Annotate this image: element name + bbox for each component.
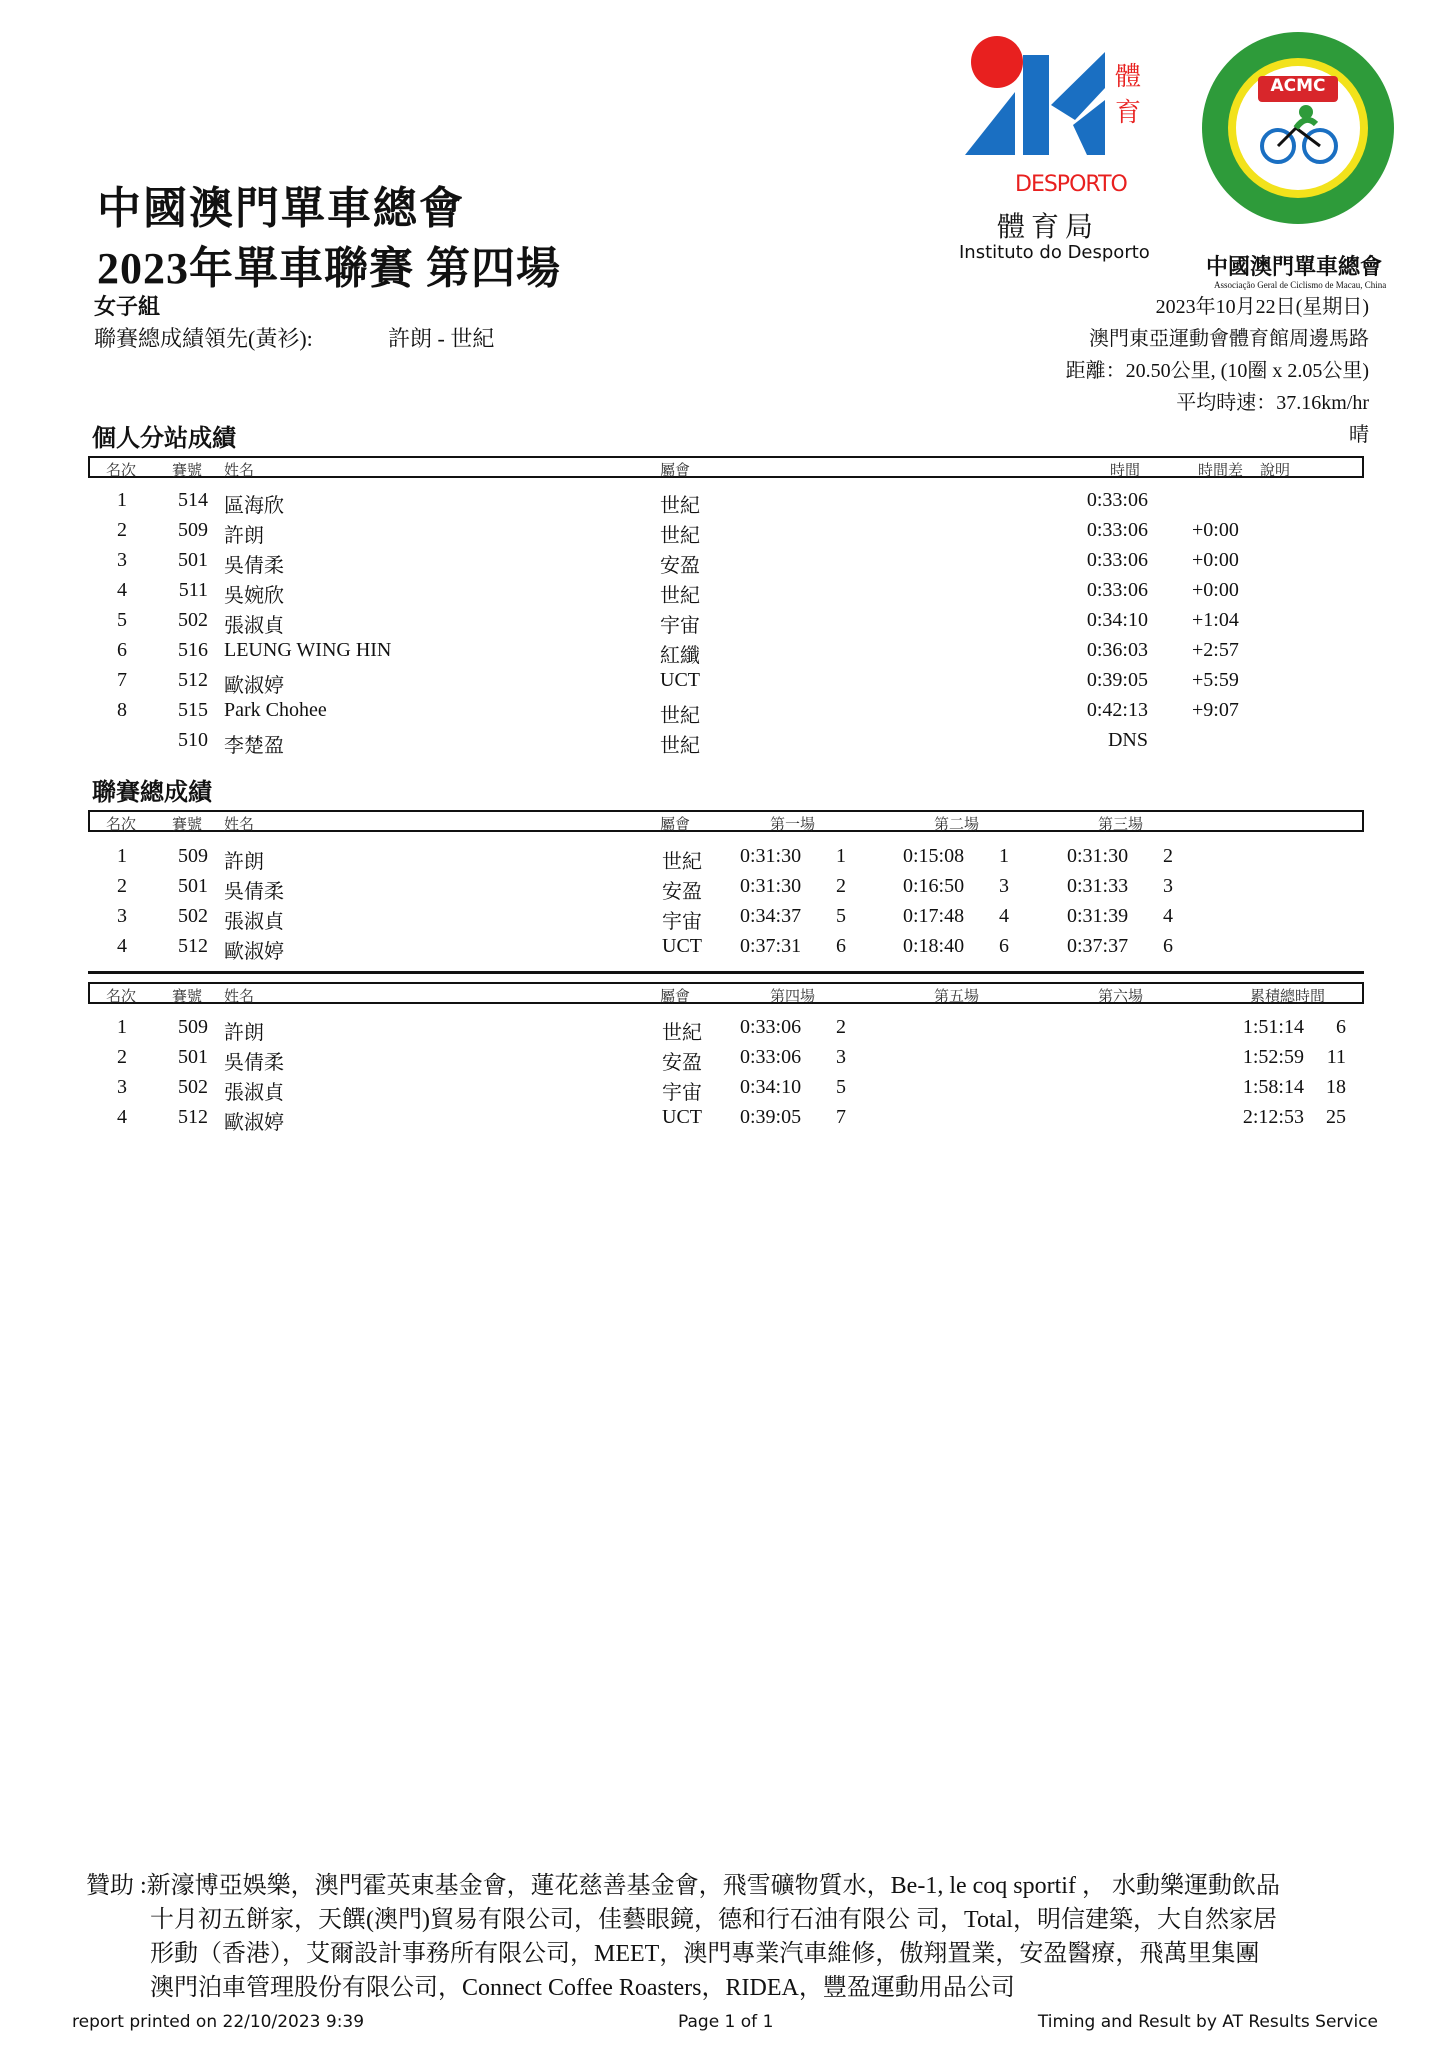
rank-cell: 4: [117, 935, 127, 957]
bib-cell: 502: [178, 1076, 208, 1098]
desporto-side-text-2: 育: [1115, 98, 1142, 127]
bib-cell: 511: [178, 579, 208, 601]
stage-2-time-cell: 0:17:48: [903, 905, 965, 927]
stage-3-place-cell: 4: [1163, 905, 1173, 927]
time-cell: 0:33:06: [1086, 519, 1148, 541]
total-points-cell: 25: [1326, 1106, 1346, 1128]
table-row: [0, 549, 1448, 579]
stage-3-time-cell: 0:31:33: [1067, 875, 1129, 897]
bib-cell: 514: [178, 489, 208, 511]
bib-cell: 510: [178, 729, 208, 751]
time-cell: 0:36:03: [1086, 639, 1148, 661]
time-cell: 0:39:05: [1086, 669, 1148, 691]
team-cell: UCT: [660, 669, 700, 691]
desporto-portuguese-name: Instituto do Desporto: [959, 242, 1150, 263]
total-time-cell: 1:52:59: [1242, 1046, 1304, 1068]
bib-cell: 501: [178, 549, 208, 571]
organization-title: 中國澳門單車總會: [97, 184, 465, 233]
bib-cell: 501: [178, 875, 208, 897]
team-cell: UCT: [662, 935, 702, 957]
header-total-time: 累積總時間: [1250, 989, 1326, 1005]
time-cell: 0:33:06: [1086, 579, 1148, 601]
sponsor-line-3: 形動（香港），艾爾設計事務所有限公司，MEET，澳門專業汽車維修，傲翔置業，安盈醫療，飛萬里集團: [150, 1941, 1260, 1967]
stage-1-time-cell: 0:31:30: [740, 875, 802, 897]
total-time-cell: 2:12:53: [1242, 1106, 1304, 1128]
stage-2-time-cell: 0:16:50: [903, 875, 965, 897]
total-time-cell: 1:58:14: [1242, 1076, 1304, 1098]
team-cell: 世紀: [662, 851, 702, 873]
gap-cell: +1:04: [1192, 609, 1239, 631]
acmc-name-portuguese: Associação Geral de Ciclismo de Macau, China: [1214, 280, 1387, 290]
desporto-brand: DESPORTO: [1015, 172, 1127, 197]
header-stage-5: 第五場: [934, 989, 980, 1005]
gap-cell: +0:00: [1192, 519, 1239, 541]
stage-4-time-cell: 0:39:05: [740, 1106, 802, 1128]
stage-2-time-cell: 0:15:08: [903, 845, 965, 867]
header-rank: 名次: [106, 989, 137, 1005]
header-stage-6: 第六場: [1098, 989, 1144, 1005]
stage-3-place-cell: 2: [1163, 845, 1173, 867]
header-stage-3: 第三場: [1098, 817, 1144, 833]
team-cell: 宇宙: [662, 911, 702, 933]
time-cell: 0:33:06: [1086, 549, 1148, 571]
team-cell: 安盈: [662, 881, 702, 903]
stage-2-place-cell: 4: [999, 905, 1009, 927]
desporto-side-text-1: 體: [1115, 62, 1142, 91]
bib-cell: 509: [178, 519, 208, 541]
name-cell: 吳倩柔: [224, 1052, 284, 1074]
gap-cell: +9:07: [1192, 699, 1239, 721]
header-note: 說明: [1260, 463, 1291, 479]
desporto-logo: [955, 30, 1165, 270]
name-cell: 許朗: [224, 525, 264, 547]
stage-4-place-cell: 7: [836, 1106, 846, 1128]
team-cell: 宇宙: [662, 1082, 702, 1104]
team-cell: 安盈: [660, 555, 700, 577]
stage-results-title: 個人分站成績: [92, 426, 236, 452]
bib-cell: 502: [178, 905, 208, 927]
table-row: [0, 729, 1448, 759]
header-stage-1: 第一場: [770, 817, 816, 833]
acmc-logo: [1198, 28, 1408, 290]
overall-header-b: [88, 982, 1364, 1004]
gap-cell: +2:57: [1192, 639, 1239, 661]
team-cell: 紅纖: [660, 645, 700, 667]
name-cell: Park Chohee: [224, 699, 327, 721]
header-gap: 時間差: [1198, 463, 1244, 479]
stage-4-time-cell: 0:34:10: [740, 1076, 802, 1098]
name-cell: 張淑貞: [224, 911, 284, 933]
bib-cell: 509: [178, 845, 208, 867]
header-rank: 名次: [106, 463, 137, 479]
bib-cell: 515: [178, 699, 208, 721]
name-cell: 吳倩柔: [224, 555, 284, 577]
name-cell: 李楚盈: [224, 735, 284, 757]
stage-4-place-cell: 5: [836, 1076, 846, 1098]
rank-cell: 5: [117, 609, 127, 631]
team-cell: 宇宙: [660, 615, 700, 637]
bib-cell: 501: [178, 1046, 208, 1068]
rank-cell: 4: [117, 579, 127, 601]
table-row: [0, 905, 1448, 935]
total-points-cell: 11: [1326, 1046, 1346, 1068]
table-row: [0, 1106, 1448, 1136]
stage-4-time-cell: 0:33:06: [740, 1016, 802, 1038]
desporto-chinese-name: 體育局: [997, 212, 1100, 243]
time-cell: 0:34:10: [1086, 609, 1148, 631]
section-divider: [88, 971, 1364, 974]
name-cell: 吳婉欣: [224, 585, 284, 607]
rank-cell: 3: [117, 1076, 127, 1098]
time-cell: 0:33:06: [1086, 489, 1148, 511]
team-cell: 安盈: [662, 1052, 702, 1074]
stage-1-place-cell: 1: [836, 845, 846, 867]
rank-cell: 2: [117, 519, 127, 541]
acmc-name-chinese: 中國澳門單車總會: [1206, 254, 1383, 279]
name-cell: 區海欣: [224, 495, 284, 517]
stage-results-header: [88, 456, 1364, 478]
gap-cell: +0:00: [1192, 579, 1239, 601]
category-label: 女子組: [94, 294, 161, 319]
acmc-badge-text: ACMC: [1270, 76, 1326, 96]
header-rank: 名次: [106, 817, 137, 833]
name-cell: 歐淑婷: [224, 1112, 284, 1134]
header-name: 姓名: [224, 817, 255, 833]
stage-1-place-cell: 6: [836, 935, 846, 957]
table-row: [0, 845, 1448, 875]
name-cell: LEUNG WING HIN: [224, 639, 392, 661]
stage-3-time-cell: 0:31:30: [1067, 845, 1129, 867]
table-row: [0, 1046, 1448, 1076]
footer-timing: Timing and Result by AT Results Service: [1037, 2012, 1378, 2032]
bib-cell: 512: [178, 935, 208, 957]
gap-cell: +5:59: [1192, 669, 1239, 691]
rank-cell: 2: [117, 875, 127, 897]
stage-2-time-cell: 0:18:40: [903, 935, 965, 957]
bib-cell: 512: [178, 1106, 208, 1128]
time-cell: DNS: [1107, 729, 1148, 751]
sponsor-line-2: 十月初五餅家，天饌(澳門)貿易有限公司，佳藝眼鏡，德和行石油有限公 司，Total，明信建築，大自然家居: [150, 1907, 1277, 1933]
team-cell: 世紀: [660, 495, 700, 517]
table-row: [0, 519, 1448, 549]
header-bib: 賽號: [172, 463, 203, 479]
bib-cell: 509: [178, 1016, 208, 1038]
header-stage-4: 第四場: [770, 989, 816, 1005]
table-row: [0, 699, 1448, 729]
team-cell: 世紀: [660, 735, 700, 757]
table-row: [0, 609, 1448, 639]
rank-cell: 1: [117, 1016, 127, 1038]
rank-cell: 4: [117, 1106, 127, 1128]
header-bib: 賽號: [172, 817, 203, 833]
table-row: [0, 875, 1448, 905]
rank-cell: 2: [117, 1046, 127, 1068]
header-time: 時間: [1110, 463, 1141, 479]
gap-cell: +0:00: [1192, 549, 1239, 571]
stage-3-time-cell: 0:31:39: [1067, 905, 1129, 927]
name-cell: 許朗: [224, 851, 264, 873]
rank-cell: 3: [117, 549, 127, 571]
bib-cell: 516: [178, 639, 208, 661]
overall-title: 聯賽總成績: [92, 780, 212, 806]
bib-cell: 512: [178, 669, 208, 691]
overall-header-a: [88, 810, 1364, 832]
name-cell: 許朗: [224, 1022, 264, 1044]
team-cell: 世紀: [662, 1022, 702, 1044]
name-cell: 吳倩柔: [224, 881, 284, 903]
event-title: 2023年單車聯賽 第四場: [97, 244, 561, 293]
header-name: 姓名: [224, 989, 255, 1005]
rank-cell: 7: [117, 669, 127, 691]
footer-page: Page 1 of 1: [678, 2012, 774, 2032]
total-points-cell: 6: [1336, 1016, 1346, 1038]
time-cell: 0:42:13: [1086, 699, 1148, 721]
stage-1-place-cell: 5: [836, 905, 846, 927]
team-cell: 世紀: [660, 525, 700, 547]
bib-cell: 502: [178, 609, 208, 631]
stage-3-place-cell: 3: [1163, 875, 1173, 897]
table-row: [0, 1076, 1448, 1106]
sponsor-line-1: 贊助 :新濠博亞娛樂，澳門霍英東基金會，蓮花慈善基金會，飛雪礦物質水，Be-1, le coq sportif ， 水動樂運動飲品: [86, 1873, 1280, 1899]
table-row: [0, 489, 1448, 519]
race-venue: 澳門東亞運動會體育館周邊馬路: [1089, 328, 1369, 350]
race-avg-speed: 平均時速：37.16km/hr: [1176, 392, 1369, 414]
header-team: 屬會: [660, 817, 691, 833]
rank-cell: 8: [117, 699, 127, 721]
race-date: 2023年10月22日(星期日): [1155, 296, 1369, 318]
stage-2-place-cell: 1: [999, 845, 1009, 867]
team-cell: 世紀: [660, 585, 700, 607]
stage-1-place-cell: 2: [836, 875, 846, 897]
rank-cell: 1: [117, 489, 127, 511]
team-cell: UCT: [662, 1106, 702, 1128]
rank-cell: 6: [117, 639, 127, 661]
table-row: [0, 669, 1448, 699]
header-team: 屬會: [660, 463, 691, 479]
header-name: 姓名: [224, 463, 255, 479]
stage-4-time-cell: 0:33:06: [740, 1046, 802, 1068]
leader-value: 許朗 - 世紀: [388, 326, 495, 351]
name-cell: 張淑貞: [224, 1082, 284, 1104]
table-row: [0, 1016, 1448, 1046]
stage-1-time-cell: 0:34:37: [740, 905, 802, 927]
name-cell: 張淑貞: [224, 615, 284, 637]
rank-cell: 1: [117, 845, 127, 867]
name-cell: 歐淑婷: [224, 675, 284, 697]
stage-2-place-cell: 3: [999, 875, 1009, 897]
sponsor-line-4: 澳門泊車管理股份有限公司，Connect Coffee Roasters，RIDEA，豐盈運動用品公司: [150, 1975, 1015, 2001]
total-points-cell: 18: [1326, 1076, 1346, 1098]
race-weather: 晴: [1349, 424, 1369, 446]
acmc-emblem-icon: [1198, 28, 1398, 228]
total-time-cell: 1:51:14: [1242, 1016, 1304, 1038]
stage-1-time-cell: 0:37:31: [740, 935, 802, 957]
leader-label: 聯賽總成績領先(黃衫):: [94, 326, 313, 351]
stage-4-place-cell: 2: [836, 1016, 846, 1038]
stage-2-place-cell: 6: [999, 935, 1009, 957]
header-team: 屬會: [660, 989, 691, 1005]
race-distance: 距離：20.50公里, (10圈 x 2.05公里): [1065, 360, 1369, 382]
header-bib: 賽號: [172, 989, 203, 1005]
name-cell: 歐淑婷: [224, 941, 284, 963]
stage-1-time-cell: 0:31:30: [740, 845, 802, 867]
rank-cell: 3: [117, 905, 127, 927]
table-row: [0, 579, 1448, 609]
header-stage-2: 第二場: [934, 817, 980, 833]
team-cell: 世紀: [660, 705, 700, 727]
stage-3-time-cell: 0:37:37: [1067, 935, 1129, 957]
stage-3-place-cell: 6: [1163, 935, 1173, 957]
table-row: [0, 935, 1448, 965]
stage-4-place-cell: 3: [836, 1046, 846, 1068]
table-row: [0, 639, 1448, 669]
footer-printed: report printed on 22/10/2023 9:39: [72, 2012, 365, 2032]
